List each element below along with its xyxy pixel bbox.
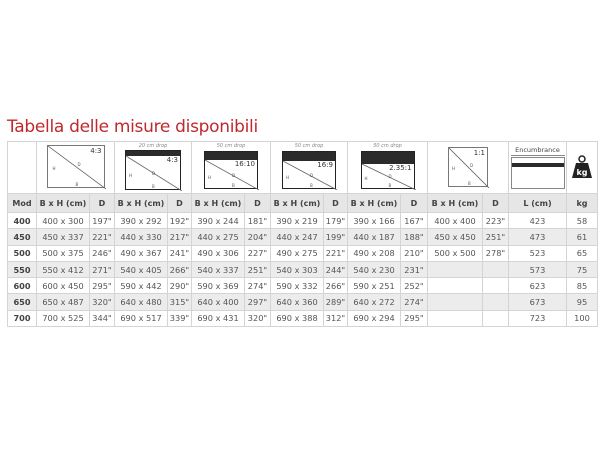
screen-icon-cell (428, 142, 509, 194)
table-cell: 473 (509, 229, 567, 245)
table-row (8, 245, 598, 261)
table-body (8, 213, 598, 327)
col-header: D (401, 194, 428, 213)
col-header: D (324, 194, 348, 213)
svg-text:kg: kg (576, 167, 588, 177)
table-cell: 223" (483, 213, 509, 229)
col-header: Mod (8, 194, 37, 213)
table-cell: 540 x 230 (348, 261, 401, 277)
col-header: D (90, 194, 115, 213)
screen-icon-cell: 50 cm drop 16:9 H D B (271, 142, 348, 194)
table-cell: 252" (401, 278, 428, 294)
table-cell: 440 x 247 (271, 229, 324, 245)
table-cell: 181" (245, 213, 271, 229)
header-row (8, 194, 598, 213)
table-cell: 192" (168, 213, 192, 229)
table-cell: 179" (324, 213, 348, 229)
table-cell: 500 x 375 (37, 245, 90, 261)
table-cell: 690 x 431 (192, 310, 245, 326)
table-cell: 440 x 275 (192, 229, 245, 245)
table-cell: 690 x 517 (115, 310, 168, 326)
table-cell (428, 278, 483, 294)
table-cell: 251" (245, 261, 271, 277)
table-cell (428, 261, 483, 277)
table-cell: 75 (567, 261, 598, 277)
table-cell: 295" (90, 278, 115, 294)
model-cell: 700 (8, 310, 37, 326)
table-cell: 390 x 166 (348, 213, 401, 229)
table-cell: 400 x 300 (37, 213, 90, 229)
table-row (8, 229, 598, 245)
table-cell (483, 294, 509, 310)
table-cell: 550 x 412 (37, 261, 90, 277)
table-cell: 640 x 400 (192, 294, 245, 310)
encumbrance-icon-cell (509, 142, 567, 194)
table-cell: 320" (245, 310, 271, 326)
sizes-table (7, 141, 598, 327)
screen-icon-cell: 20 cm drop 4:3 H D B (115, 142, 192, 194)
col-header: B x H (cm) (271, 194, 324, 213)
table-cell: 400 x 400 (428, 213, 483, 229)
table-cell: 246" (90, 245, 115, 261)
col-header: B x H (cm) (428, 194, 483, 213)
table-row (8, 310, 598, 326)
table-cell: 700 x 525 (37, 310, 90, 326)
table-cell: 227" (245, 245, 271, 261)
page-title: Tabella delle misure disponibili (7, 117, 258, 137)
encumbrance-icon (511, 157, 565, 189)
table-cell: 390 x 244 (192, 213, 245, 229)
col-header: B x H (cm) (37, 194, 90, 213)
table-cell: 590 x 369 (192, 278, 245, 294)
table-cell: 540 x 303 (271, 261, 324, 277)
table-cell: 266" (324, 278, 348, 294)
table-cell: 85 (567, 278, 598, 294)
dimension-line-icon (511, 155, 565, 156)
screen-1-1-icon: 1:1 H D B (448, 147, 488, 187)
screen-icon-cell: 50 cm drop 2.35:1 H D B (348, 142, 428, 194)
table-cell: 540 x 405 (115, 261, 168, 277)
table-cell: 390 x 219 (271, 213, 324, 229)
table-cell: 490 x 306 (192, 245, 245, 261)
col-header: D (168, 194, 192, 213)
table-cell: 673 (509, 294, 567, 310)
table-cell: 500 x 500 (428, 245, 483, 261)
model-cell: 500 (8, 245, 37, 261)
table-cell: 221" (90, 229, 115, 245)
table-cell: 188" (401, 229, 428, 245)
screen-icon-cell (37, 142, 115, 194)
model-cell: 650 (8, 294, 37, 310)
table-cell: 344" (90, 310, 115, 326)
table-cell: 244" (324, 261, 348, 277)
weight-icon-cell (567, 142, 598, 194)
col-header: D (245, 194, 271, 213)
table-cell: 315" (168, 294, 192, 310)
table-cell: 217" (168, 229, 192, 245)
table-cell: 490 x 208 (348, 245, 401, 261)
screen-icon-cell: 50 cm drop 16:10 H D B (192, 142, 271, 194)
table-cell: 600 x 450 (37, 278, 90, 294)
table-cell: 100 (567, 310, 598, 326)
table-cell: 440 x 330 (115, 229, 168, 245)
encumbrance-label: Encumbrance (515, 146, 560, 154)
table-cell: 573 (509, 261, 567, 277)
table-cell: 490 x 367 (115, 245, 168, 261)
model-cell: 600 (8, 278, 37, 294)
table-cell: 690 x 294 (348, 310, 401, 326)
table-cell: 690 x 388 (271, 310, 324, 326)
table-cell: 221" (324, 245, 348, 261)
table-cell: 623 (509, 278, 567, 294)
table-cell: 274" (401, 294, 428, 310)
table-cell: 266" (168, 261, 192, 277)
col-header: B x H (cm) (115, 194, 168, 213)
screen-16-10-icon: 16:10 H D B (204, 151, 258, 189)
table-cell: 274" (245, 278, 271, 294)
table-cell: 450 x 337 (37, 229, 90, 245)
screen-2-35-1-icon: 2.35:1 H D B (361, 151, 415, 189)
table-cell: 640 x 272 (348, 294, 401, 310)
col-header: L (cm) (509, 194, 567, 213)
table-cell: 65 (567, 245, 598, 261)
table-row (8, 294, 598, 310)
table-cell: 251" (483, 229, 509, 245)
table-cell: 423 (509, 213, 567, 229)
table-cell: 95 (567, 294, 598, 310)
table-cell (483, 310, 509, 326)
col-header: kg (567, 194, 598, 213)
table-cell: 58 (567, 213, 598, 229)
model-cell: 400 (8, 213, 37, 229)
col-header: D (483, 194, 509, 213)
table-cell: 61 (567, 229, 598, 245)
table-cell: 271" (90, 261, 115, 277)
table-cell: 590 x 442 (115, 278, 168, 294)
table-cell: 197" (90, 213, 115, 229)
table-cell: 199" (324, 229, 348, 245)
table-cell: 297" (245, 294, 271, 310)
empty-cell (8, 142, 37, 194)
table-cell: 295" (401, 310, 428, 326)
model-cell: 450 (8, 229, 37, 245)
table-cell: 231" (401, 261, 428, 277)
table-cell (428, 294, 483, 310)
screen-16-9-icon: 16:9 H D B (282, 151, 336, 189)
table-cell: 523 (509, 245, 567, 261)
table-cell: 312" (324, 310, 348, 326)
table-cell: 640 x 360 (271, 294, 324, 310)
table-cell (428, 310, 483, 326)
table-cell: 290" (168, 278, 192, 294)
table-row (8, 213, 598, 229)
table-cell: 289" (324, 294, 348, 310)
table-cell: 241" (168, 245, 192, 261)
screen-4-3-drop-icon: 4:3 H D B (125, 150, 181, 190)
table-cell: 210" (401, 245, 428, 261)
table-cell: 339" (168, 310, 192, 326)
table-cell: 590 x 251 (348, 278, 401, 294)
table-cell: 723 (509, 310, 567, 326)
table-cell: 640 x 480 (115, 294, 168, 310)
table-cell: 450 x 450 (428, 229, 483, 245)
table-cell: 590 x 332 (271, 278, 324, 294)
table-cell: 490 x 275 (271, 245, 324, 261)
table-cell: 390 x 292 (115, 213, 168, 229)
table-cell: 540 x 337 (192, 261, 245, 277)
screen-4-3-icon: 4:3 H D B (47, 145, 105, 188)
table-cell (483, 261, 509, 277)
weight-icon (571, 155, 593, 177)
model-cell: 550 (8, 261, 37, 277)
icon-row (8, 142, 598, 194)
col-header: B x H (cm) (348, 194, 401, 213)
table-cell: 167" (401, 213, 428, 229)
table-row (8, 261, 598, 277)
table-cell: 650 x 487 (37, 294, 90, 310)
table-cell: 320" (90, 294, 115, 310)
table-cell: 278" (483, 245, 509, 261)
col-header: B x H (cm) (192, 194, 245, 213)
table-cell: 204" (245, 229, 271, 245)
table-row (8, 278, 598, 294)
table-cell (483, 278, 509, 294)
table-cell: 440 x 187 (348, 229, 401, 245)
